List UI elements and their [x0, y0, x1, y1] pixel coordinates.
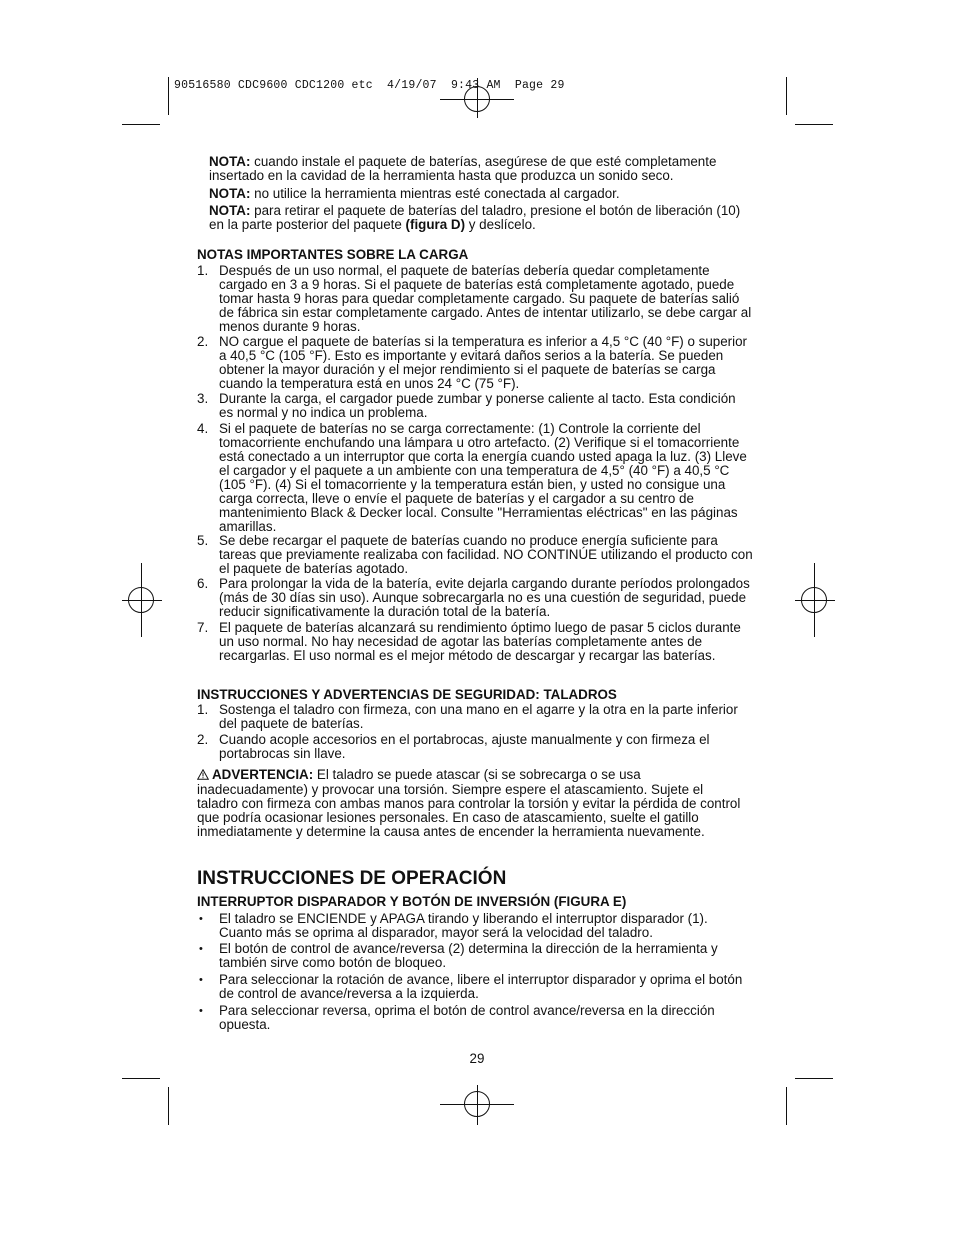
note-3 — [209, 204, 754, 232]
print-slug: 90516580 CDC9600 CDC1200 etc 4/19/07 9:43 AM Page 29 — [174, 79, 565, 92]
note-2 — [209, 187, 754, 201]
figure-reference: (figura D) — [405, 217, 466, 232]
list-item — [197, 577, 753, 619]
bullet-icon: • — [199, 913, 203, 925]
warning-triangle-icon — [197, 769, 209, 783]
charge-heading: NOTAS IMPORTANTES SOBRE LA CARGA — [197, 247, 469, 262]
item-number: 3. — [197, 391, 209, 406]
item-number: 1. — [197, 702, 209, 717]
crop-mark — [168, 1087, 169, 1125]
item-text: El botón de control de avance/reversa (2) determina la dirección de la herramienta y también sirve como botón de bloqueo. — [219, 941, 718, 970]
warning-text: El taladro se puede atascar (si se sobrecarga o se usa inadecuadamente) y provocar una torsión. Siempre espere el atascamiento. Sujete el taladro con firmeza con ambas manos para controlar la torsión y evitar la pérdida de control que podría ocasionar lesiones personales. En caso de atascamiento, suelte el gatillo inmediatamente y determine la causa antes de encender la herramienta nuevamente. — [197, 767, 741, 839]
item-number: 4. — [197, 421, 209, 436]
crop-mark — [786, 1087, 787, 1125]
item-text: NO cargue el paquete de baterías si la temperatura es inferior a 4,5 °C (40 °F) o superior a 40,5 °C (105 °F). Esto es importante y evitará daños serios a la batería. Se pueden obtener la mayor duración y el mejor rendimiento si el paquete de baterías se carga cuando la temperatura está en unos 24 °C (75 °F). — [219, 334, 748, 391]
item-text: Si el paquete de baterías no se carga correctamente: (1) Controle la corriente del tomacorriente enchufando una lámpara u otro artefacto. (2) Verifique si el tomacorriente está conectado a un interruptor que corta la energía cuando usted apaga la luz. (3) Lleve el cargador y el paquete a un ambiente con una temperatura de 4,5° (40 °F) a 40,5 °C (105 °F). (4) Si el tomacorriente y la temperatura están bien, y usted no consigue una carga correcta, lleve o envíe el paquete de baterías y el cargador a su centro de mantenimiento Black & Decker local. Consulte "Herramientas eléctricas" en las páginas amarillas. — [219, 421, 747, 534]
list-item — [197, 335, 753, 391]
warning-block — [197, 768, 742, 839]
registration-circle — [801, 587, 827, 613]
safety-heading: INSTRUCCIONES Y ADVERTENCIAS DE SEGURIDAD: TALADROS — [197, 687, 617, 702]
list-item — [197, 733, 753, 761]
item-number: 5. — [197, 533, 209, 548]
registration-circle — [464, 1091, 490, 1117]
section-title: INSTRUCCIONES DE OPERACIÓN — [197, 868, 507, 889]
item-text: Para seleccionar la rotación de avance, libere el interruptor disparador y oprima el botón de control de avance/reversa a la izquierda. — [219, 972, 743, 1001]
item-number: 2. — [197, 732, 209, 747]
note-1 — [209, 155, 754, 183]
item-number: 2. — [197, 334, 209, 349]
item-text: Durante la carga, el cargador puede zumbar y ponerse caliente al tacto. Esta condición es normal y no indica un problema. — [219, 391, 736, 420]
crop-mark — [795, 1078, 833, 1079]
note-text: no utilice la herramienta mientras esté conectada al cargador. — [250, 186, 620, 201]
item-text: Para seleccionar reversa, oprima el botón de control avance/reversa en la dirección opuesta. — [219, 1003, 715, 1032]
crop-mark — [168, 77, 169, 115]
item-text: Sostenga el taladro con firmeza, con una mano en el agarre y la otra en la parte inferior del paquete de baterías. — [219, 702, 738, 731]
crop-mark — [122, 124, 160, 125]
item-number: 1. — [197, 263, 209, 278]
item-number: 7. — [197, 620, 209, 635]
crop-mark — [795, 124, 833, 125]
crop-mark — [122, 1078, 160, 1079]
item-text: El taladro se ENCIENDE y APAGA tirando y liberando el interruptor disparador (1). Cuanto más se oprima al disparador, mayor será la velocidad del taladro. — [219, 911, 708, 940]
list-item — [197, 621, 753, 663]
list-item — [197, 703, 753, 731]
page-number: 29 — [469, 1051, 485, 1066]
item-text: Para prolongar la vida de la batería, evite dejarla cargando durante períodos prolongados (más de 30 días sin uso). Aunque sobrecargarla no es una cuestión de seguridad, puede reducir significativamente la duración total de la batería. — [219, 576, 750, 619]
operation-subheading: INTERRUPTOR DISPARADOR Y BOTÓN DE INVERSIÓN (FIGURA E) — [197, 894, 627, 909]
list-item — [197, 422, 753, 534]
crop-mark — [786, 77, 787, 115]
item-text: Se debe recargar el paquete de baterías cuando no produce energía suficiente para tareas que previamente realizaba con facilidad. NO CONTINÚE utilizando el producto con el paquete de baterías agotado. — [219, 533, 753, 576]
list-item — [197, 912, 753, 940]
bullet-icon: • — [199, 974, 203, 986]
note-label: NOTA: — [209, 186, 251, 201]
list-item — [197, 1004, 753, 1032]
warning-label: ADVERTENCIA: — [212, 767, 314, 782]
item-number: 6. — [197, 576, 209, 591]
note-label: NOTA: — [209, 154, 251, 169]
item-text: Después de un uso normal, el paquete de baterías debería quedar completamente cargado en 3 a 9 horas. Si el paquete de baterías está completamente agotado, puede tomar hasta 9 horas para quedar completamente cargado. Su paquete de baterías salió de fábrica sin estar completamente cargado. Antes de intentar utilizarlo, se debe cargar al menos durante 9 horas. — [219, 263, 752, 334]
list-item — [197, 264, 753, 334]
list-item — [197, 392, 753, 420]
note-text: cuando instale el paquete de baterías, asegúrese de que esté completamente insertado en la cavidad de la herramienta hasta que produzca un sonido seco. — [209, 154, 717, 183]
bullet-icon: • — [199, 943, 203, 955]
note-text: y deslícelo. — [465, 217, 536, 232]
note-text: para retirar el paquete de baterías del taladro, presione el botón de liberación (10) en la parte posterior del paquete — [209, 203, 741, 232]
note-label: NOTA: — [209, 203, 251, 218]
list-item — [197, 534, 753, 576]
item-text: Cuando acople accesorios en el portabrocas, ajuste manualmente y con firmeza el portabrocas sin llave. — [219, 732, 710, 761]
item-text: El paquete de baterías alcanzará su rendimiento óptimo luego de pasar 5 ciclos durante un uso normal. No hay necesidad de agotar las baterías completamente antes de recargarlas. El uso normal es el mejor método de descargar y recargar las baterías. — [219, 620, 741, 663]
bullet-icon: • — [199, 1005, 203, 1017]
list-item — [197, 973, 753, 1001]
registration-circle — [128, 587, 154, 613]
list-item — [197, 942, 753, 970]
